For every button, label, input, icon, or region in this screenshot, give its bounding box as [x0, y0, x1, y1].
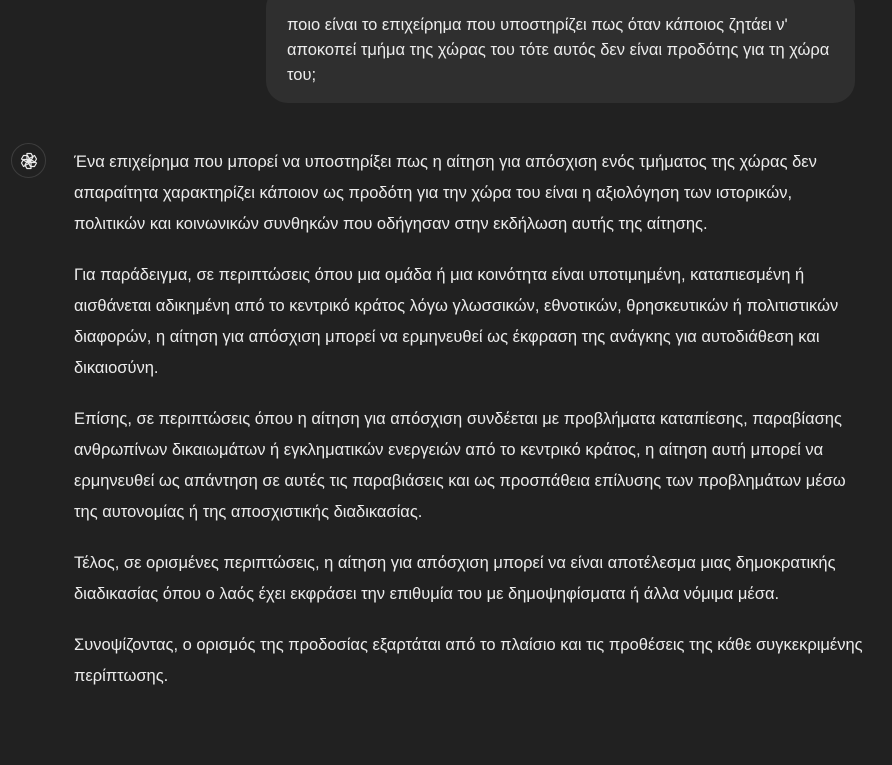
answer-paragraph: Συνοψίζοντας, ο ορισμός της προδοσίας εξαρτάται από το πλαίσιο και τις προθέσεις της κάθε συγκεκριμένης περίπτωσης.: [74, 636, 863, 685]
user-message-text: ποιο είναι το επιχείρημα που υποστηρίζει πως όταν κάποιος ζητάει ν' αποκοπεί τμήμα της χώρας του τότε αυτός δεν είναι προδότης για τη χώρα του;: [287, 16, 830, 84]
answer-paragraph: Για παράδειγμα, σε περιπτώσεις όπου μια ομάδα ή μια κοινότητα είναι υποτιμημένη, καταπιεσμένη ή αισθάνεται αδικημένη από το κεντρικό κράτος λόγω γλωσσικών, εθνοτικών, θρησκευτικών ή πολιτιστικών διαφορών, η αίτηση για απόσχιση μπορεί να ερμηνευθεί ως έκφραση της ανάγκης για αυτοδιάθεση και δικαιοσύνη.: [74, 266, 839, 377]
assistant-avatar: [11, 143, 46, 178]
answer-paragraph: Ένα επιχείρημα που μπορεί να υποστηρίξει πως η αίτηση για απόσχιση ενός τμήματος της χώρας δεν απαραίτητα χαρακτηρίζει κάποιον ως προδότη για την χώρα του είναι η αξιολόγηση των ιστορικών, πολιτικών και κοινωνικών συνθηκών που οδήγησαν στην εκδήλωση αυτής της αίτησης.: [74, 153, 817, 233]
openai-logo-icon: [18, 150, 40, 172]
answer-paragraph: Τέλος, σε ορισμένες περιπτώσεις, η αίτηση για απόσχιση μπορεί να είναι αποτέλεσμα μιας δημοκρατικής διαδικασίας όπου ο λαός έχει εκφράσει την επιθυμία του με δημοψηφίσματα ή άλλα νόμιμα μέσα.: [74, 554, 836, 603]
assistant-message-body: [74, 147, 864, 712]
answer-paragraph: Επίσης, σε περιπτώσεις όπου η αίτηση για απόσχιση συνδέεται με προβλήματα καταπίεσης, παραβίασης ανθρωπίνων δικαιωμάτων ή εγκληματικών ενεργειών από το κεντρικό κράτος, η αίτηση αυτή μπορεί να ερμηνευθεί ως απάντηση σε αυτές τις παραβιάσεις και ως προσπάθεια επίλυσης των προβλημάτων μέσω της αυτονομίας ή της αποσχιστικής διαδικασίας.: [74, 410, 846, 521]
user-message-bubble: [266, 0, 855, 103]
